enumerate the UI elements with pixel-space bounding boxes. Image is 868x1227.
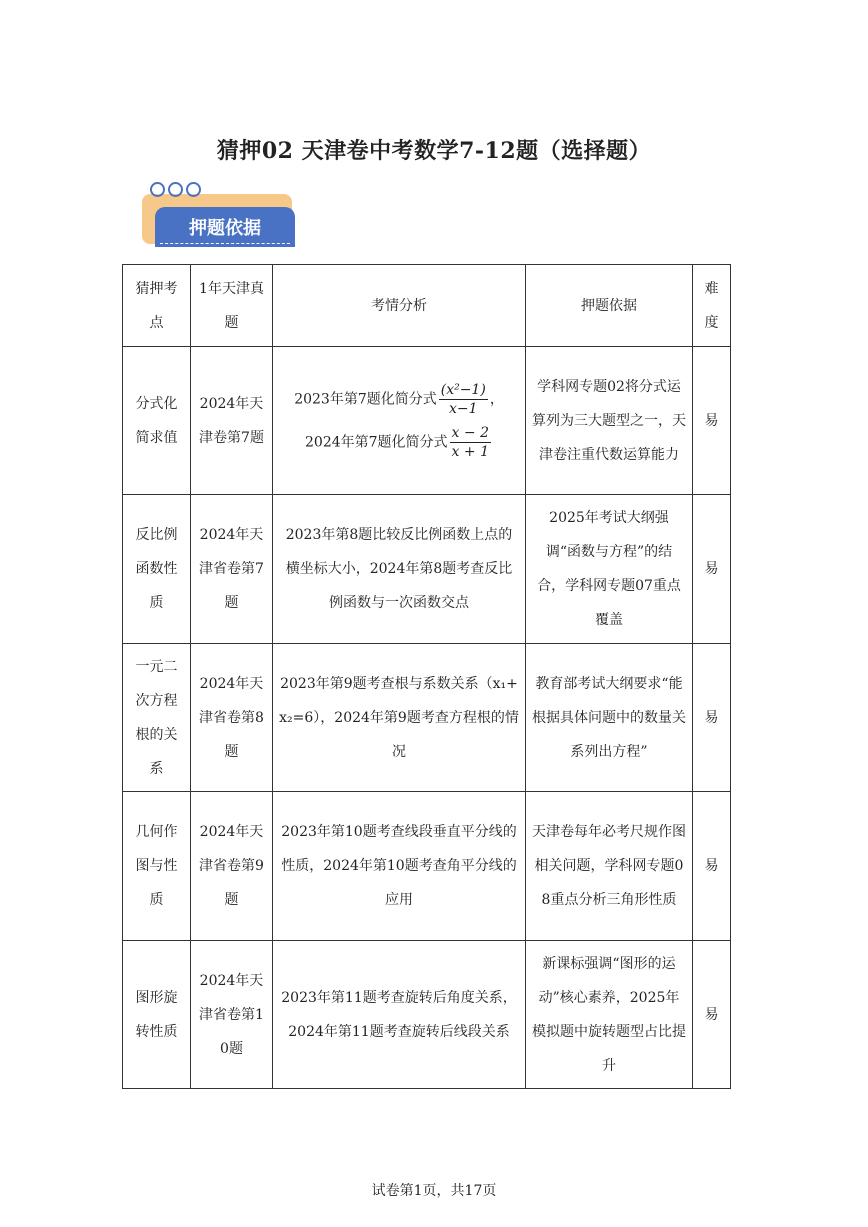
page-footer: 试卷第1页，共17页: [371, 1183, 497, 1199]
binder-rings-icon: [150, 182, 204, 201]
table-row: [123, 941, 731, 1089]
table-row: [123, 347, 731, 495]
analysis-text: 2023年第7题化简分式: [294, 391, 437, 407]
header-analysis: 考情分析: [273, 265, 526, 347]
header-topic: 猜押考点: [123, 265, 191, 347]
cell-difficulty: 易: [693, 495, 731, 644]
cell-difficulty: 易: [693, 941, 731, 1089]
cell-exam: 2024年天津卷第7题: [191, 347, 273, 495]
badge-divider: [160, 243, 290, 244]
cell-basis: 天津卷每年必考尺规作图相关问题，学科网专题08重点分析三角形性质: [526, 792, 693, 941]
table-header-row: [123, 265, 731, 347]
table-row: [123, 495, 731, 644]
cell-analysis: 2023年第8题比较反比例函数上点的横坐标大小，2024年第8题考查反比例函数与一次函数交点: [273, 495, 526, 644]
section-badge: [142, 180, 297, 258]
cell-analysis: 2023年第7题化简分式 $\frac{\text{(x²−1)}}{x-1}$ ， 2024年第7题化简分式 $\frac{x - 2}{x + 1}$: [273, 347, 526, 495]
cell-topic: 几何作图与性质: [123, 792, 191, 941]
badge-label: 押题依据: [155, 207, 295, 247]
fraction: $\frac{\text{(x²−1)}}{x-1}$: [440, 381, 486, 417]
cell-topic: 反比例函数性质: [123, 495, 191, 644]
cell-basis: 教育部考试大纲要求“能根据具体问题中的数量关系列出方程”: [526, 644, 693, 792]
cell-exam: 2024年天津省卷第9题: [191, 792, 273, 941]
cell-topic: 一元二次方程根的关系: [123, 644, 191, 792]
table-row: [123, 644, 731, 792]
prediction-table: [122, 264, 731, 1089]
cell-difficulty: 易: [693, 347, 731, 495]
page-title: 猜押02 天津卷中考数学7-12题（选择题）: [216, 138, 652, 164]
cell-analysis: 2023年第11题考查旋转后角度关系，2024年第11题考查旋转后线段关系: [273, 941, 526, 1089]
header-basis: 押题依据: [526, 265, 693, 347]
cell-exam: 2024年天津省卷第8题: [191, 644, 273, 792]
cell-basis: 2025年考试大纲强调“函数与方程”的结合，学科网专题07重点覆盖: [526, 495, 693, 644]
cell-analysis: 2023年第10题考查线段垂直平分线的性质，2024年第10题考查角平分线的应用: [273, 792, 526, 941]
cell-difficulty: 易: [693, 644, 731, 792]
cell-exam: 2024年天津省卷第7题: [191, 495, 273, 644]
table-row: [123, 792, 731, 941]
cell-difficulty: 易: [693, 792, 731, 941]
cell-exam: 2024年天津省卷第10题: [191, 941, 273, 1089]
cell-topic: 分式化简求值: [123, 347, 191, 495]
cell-basis: 新课标强调“图形的运动”核心素养，2025年模拟题中旋转题型占比提升: [526, 941, 693, 1089]
fraction: $\frac{x - 2}{x + 1}$: [451, 424, 489, 460]
header-exam: 1年天津真题: [191, 265, 273, 347]
analysis-text: 2024年第7题化简分式: [305, 434, 448, 450]
cell-topic: 图形旋转性质: [123, 941, 191, 1089]
cell-analysis: 2023年第9题考查根与系数关系（x₁+x₂=6），2024年第9题考查方程根的情况: [273, 644, 526, 792]
cell-basis: 学科网专题02将分式运算列为三大题型之一，天津卷注重代数运算能力: [526, 347, 693, 495]
header-difficulty: 难度: [693, 265, 731, 347]
